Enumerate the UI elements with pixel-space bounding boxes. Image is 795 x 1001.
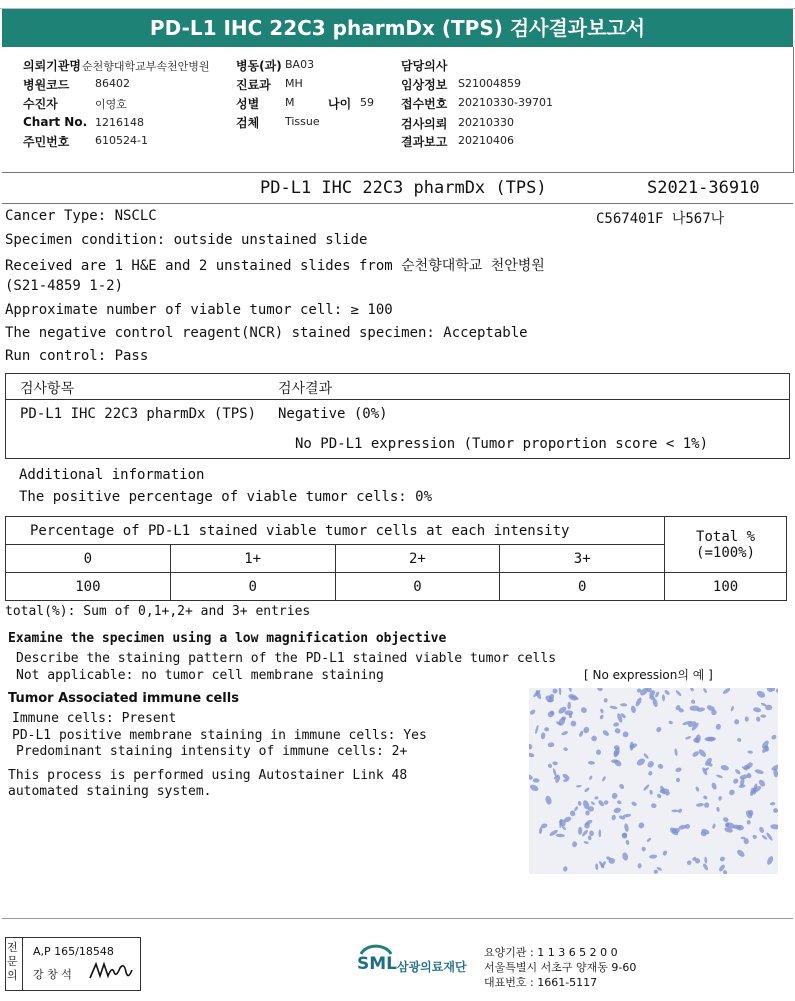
institution-code: 요양기관 : 1 1 3 6 5 2 0 0 — [484, 946, 618, 959]
report-title-divider — [2, 203, 793, 204]
value-sex: M — [285, 96, 295, 109]
result-value: Negative (0%) — [278, 406, 388, 422]
label-requesting-hospital: 의뢰기관명 — [23, 59, 81, 73]
intensity-note: total(%): Sum of 0,1+,2+ and 3+ entries — [5, 604, 311, 619]
label-report-date: 결과보고 — [401, 135, 448, 149]
ncr-result: The negative control reagent(NCR) stained specimen: Acceptable — [5, 325, 528, 341]
value-hospital-code: 86402 — [95, 77, 130, 90]
run-control: Run control: Pass — [5, 348, 149, 364]
value-patient: 이영호 — [95, 98, 127, 111]
additional-positive: The positive percentage of viable tumor cells: 0% — [19, 489, 433, 505]
tissue-micrograph-image — [529, 688, 778, 874]
label-request-date: 검사의뢰 — [401, 117, 448, 131]
org-name: 삼광의료재단 — [397, 960, 467, 974]
intensity-col-3plus: 3+ — [500, 545, 665, 573]
intensity-col-0: 0 — [6, 545, 171, 573]
intensity-value-1plus: 0 — [170, 573, 335, 601]
specimen-code: C567401F 나567나 — [596, 211, 725, 227]
org-address: 서울특별시 서초구 양재동 9-60 — [484, 961, 637, 974]
total-header-1: Total % — [696, 528, 756, 545]
label-department: 진료과 — [236, 78, 271, 92]
stamp-pathologist-name: 강 창 석 — [33, 968, 72, 981]
stamp-divider — [22, 938, 23, 990]
intensity-table — [5, 516, 787, 601]
label-clinical-info: 임상정보 — [401, 78, 448, 92]
label-doctor: 담당의사 — [401, 59, 448, 73]
examine-line-1: Describe the staining pattern of the PD-L1 stained viable tumor cells — [16, 651, 557, 666]
label-receipt-no: 접수번호 — [401, 97, 448, 111]
top-strip — [0, 0, 795, 9]
slide-reference: (S21-4859 1-2) — [5, 278, 124, 294]
process-line-1: This process is performed using Autostainer Link 48 — [8, 768, 408, 783]
cell-nucleus — [609, 858, 615, 864]
intensity-value-2plus: 0 — [335, 573, 500, 601]
label-resident-no: 주민번호 — [23, 135, 70, 149]
result-detail: No PD-L1 expression (Tumor proportion score < 1%) — [295, 436, 709, 452]
value-receipt-no: 20210330-39701 — [458, 96, 553, 109]
result-item: PD-L1 IHC 22C3 pharmDx (TPS) — [20, 406, 257, 422]
value-requesting-hospital: 순천향대학교부속천안병원 — [82, 60, 210, 73]
value-age: 59 — [360, 96, 374, 109]
value-request-date: 20210330 — [458, 116, 514, 129]
label-hospital-code: 병원코드 — [23, 78, 70, 92]
intensity-col-2plus: 2+ — [335, 545, 500, 573]
result-col-result: 검사결과 — [278, 381, 333, 397]
immune-line-2: PD-L1 positive membrane staining in immune cells: Yes — [12, 728, 427, 743]
process-line-2: automated staining system. — [8, 784, 212, 799]
intensity-total: 100 — [665, 573, 787, 601]
org-phone: 대표번호 : 1661-5117 — [484, 976, 598, 989]
image-caption: [ No expression의 예 ] — [584, 668, 713, 682]
value-clinical-info: S21004859 — [458, 77, 521, 90]
cell-nucleus — [672, 810, 679, 813]
immune-line-3: Predominant staining intensity of immune cells: 2+ — [16, 744, 408, 759]
total-header — [665, 517, 787, 573]
header-border-right — [793, 47, 794, 173]
value-report-date: 20210406 — [458, 134, 514, 147]
viable-tumor-count: Approximate number of viable tumor cell: ≥ 100 — [5, 302, 393, 318]
examine-heading: Examine the specimen using a low magnification objective — [8, 631, 447, 646]
immune-heading: Tumor Associated immune cells — [8, 691, 239, 706]
label-patient: 수진자 — [23, 97, 58, 111]
immune-line-1: Immune cells: Present — [12, 711, 177, 726]
intensity-value-0: 100 — [6, 573, 171, 601]
label-specimen: 검체 — [236, 116, 260, 130]
result-box-divider — [6, 399, 789, 400]
report-title-banner: PD-L1 IHC 22C3 pharmDx (TPS) 검사결과보고서 — [2, 9, 793, 47]
stamp-label: 전문의 — [7, 941, 18, 982]
label-age: 나이 — [328, 97, 352, 111]
specimen-condition: Specimen condition: outside unstained slide — [5, 232, 368, 248]
intensity-value-3plus: 0 — [500, 573, 665, 601]
label-chart-no: Chart No. — [23, 115, 88, 129]
signature-mark — [88, 958, 134, 984]
sml-logo-text: SML — [357, 954, 397, 974]
report-number: S2021-36910 — [647, 178, 760, 198]
received-slides: Received are 1 H&E and 2 unstained slides from 순천향대학교 천안병원 — [5, 258, 545, 274]
value-specimen: Tissue — [285, 115, 320, 128]
additional-heading: Additional information — [19, 467, 205, 483]
result-col-item: 검사항목 — [20, 381, 75, 397]
value-resident-no: 610524-1 — [95, 134, 148, 147]
report-test-title: PD-L1 IHC 22C3 pharmDx (TPS) — [260, 178, 547, 198]
cancer-type: Cancer Type: NSCLC — [5, 208, 157, 224]
label-sex: 성별 — [236, 97, 260, 111]
examine-line-2: Not applicable: no tumor cell membrane staining — [16, 668, 384, 683]
stamp-pathologist-id: A,P 165/18548 — [33, 945, 114, 958]
cell-nucleus — [599, 829, 602, 837]
header-divider — [2, 172, 793, 173]
total-header-2: (=100%) — [696, 544, 756, 561]
value-chart-no: 1216148 — [95, 116, 144, 129]
footer-divider — [2, 918, 793, 919]
intensity-caption: Percentage of PD-L1 stained viable tumor cells at each intensity — [6, 517, 665, 545]
value-department: MH — [285, 77, 303, 90]
label-ward: 병동(과) — [236, 59, 282, 73]
cell-nucleus — [690, 706, 700, 711]
value-ward: BA03 — [285, 58, 315, 71]
intensity-col-1plus: 1+ — [170, 545, 335, 573]
